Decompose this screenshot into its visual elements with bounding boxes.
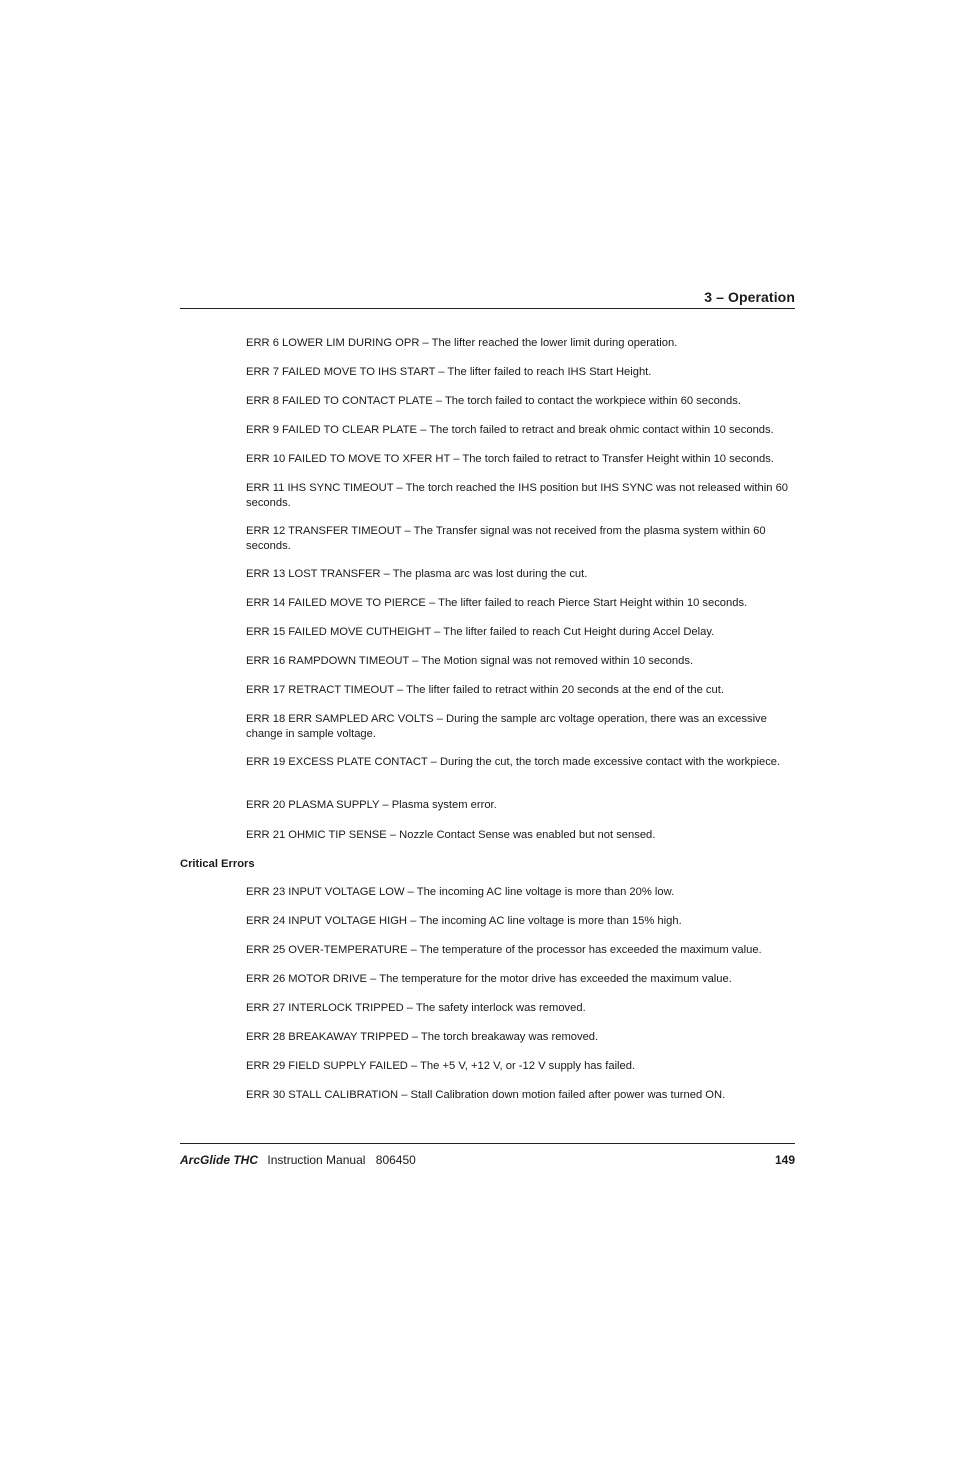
error-entry-19: ERR 19 EXCESS PLATE CONTACT – During the cut, the torch made excessive contact with the workpiece. (246, 756, 781, 768)
error-entry-15: ERR 15 FAILED MOVE CUTHEIGHT – The lifter failed to reach Cut Height during Accel Delay. (246, 626, 715, 638)
error-entry-30: ERR 30 STALL CALIBRATION – Stall Calibration down motion failed after power was turned ON. (246, 1089, 726, 1101)
error-entry-13: ERR 13 LOST TRANSFER – The plasma arc was lost during the cut. (246, 568, 588, 580)
error-entry-20: ERR 20 PLASMA SUPPLY – Plasma system error. (246, 799, 497, 811)
error-entry-10: ERR 10 FAILED TO MOVE TO XFER HT – The torch failed to retract to Transfer Height within 10 seconds. (246, 453, 774, 465)
page-number: 149 (774, 1153, 795, 1167)
error-entry-29: ERR 29 FIELD SUPPLY FAILED – The +5 V, +12 V, or -12 V supply has failed. (246, 1060, 636, 1072)
error-entry-6: ERR 6 LOWER LIM DURING OPR – The lifter reached the lower limit during operation. (246, 337, 678, 349)
footer-document-info (180, 1153, 416, 1167)
error-entry-12: ERR 12 TRANSFER TIMEOUT – The Transfer signal was not received from the plasma system within 60 seconds. (246, 525, 766, 552)
error-entry-24: ERR 24 INPUT VOLTAGE HIGH – The incoming AC line voltage is more than 15% high. (246, 915, 682, 927)
critical-errors-heading: Critical Errors (180, 858, 255, 870)
error-entry-11: ERR 11 IHS SYNC TIMEOUT – The torch reached the IHS position but IHS SYNC was not released within 60 seconds. (246, 482, 789, 509)
error-entry-18: ERR 18 ERR SAMPLED ARC VOLTS – During the sample arc voltage operation, there was an excessive change in sample voltage. (246, 713, 767, 740)
error-entry-8: ERR 8 FAILED TO CONTACT PLATE – The torch failed to contact the workpiece within 60 seconds. (246, 395, 741, 407)
error-entry-28: ERR 28 BREAKAWAY TRIPPED – The torch breakaway was removed. (246, 1031, 599, 1043)
product-name: ArcGlide THC (180, 1153, 259, 1167)
manual-label: Instruction Manual (267, 1153, 366, 1167)
manual-number: 806450 (375, 1153, 416, 1167)
error-entry-16: ERR 16 RAMPDOWN TIMEOUT – The Motion signal was not removed within 10 seconds. (246, 655, 694, 667)
error-entry-25: ERR 25 OVER-TEMPERATURE – The temperature of the processor has exceeded the maximum value. (246, 944, 762, 956)
error-entry-7: ERR 7 FAILED MOVE TO IHS START – The lifter failed to reach IHS Start Height. (246, 366, 652, 378)
error-entry-26: ERR 26 MOTOR DRIVE – The temperature for the motor drive has exceeded the maximum value. (246, 973, 732, 985)
error-entry-27: ERR 27 INTERLOCK TRIPPED – The safety interlock was removed. (246, 1002, 586, 1014)
chapter-title: 3 – Operation (704, 289, 795, 305)
error-entry-9: ERR 9 FAILED TO CLEAR PLATE – The torch failed to retract and break ohmic contact within 10 seconds. (246, 424, 774, 436)
header-divider (180, 308, 795, 309)
footer-divider (180, 1143, 795, 1144)
error-entry-14: ERR 14 FAILED MOVE TO PIERCE – The lifter failed to reach Pierce Start Height within 10 seconds. (246, 597, 748, 609)
error-entry-17: ERR 17 RETRACT TIMEOUT – The lifter failed to retract within 20 seconds at the end of the cut. (246, 684, 724, 696)
error-entry-21: ERR 21 OHMIC TIP SENSE – Nozzle Contact Sense was enabled but not sensed. (246, 829, 656, 841)
error-entry-23: ERR 23 INPUT VOLTAGE LOW – The incoming AC line voltage is more than 20% low. (246, 886, 675, 898)
